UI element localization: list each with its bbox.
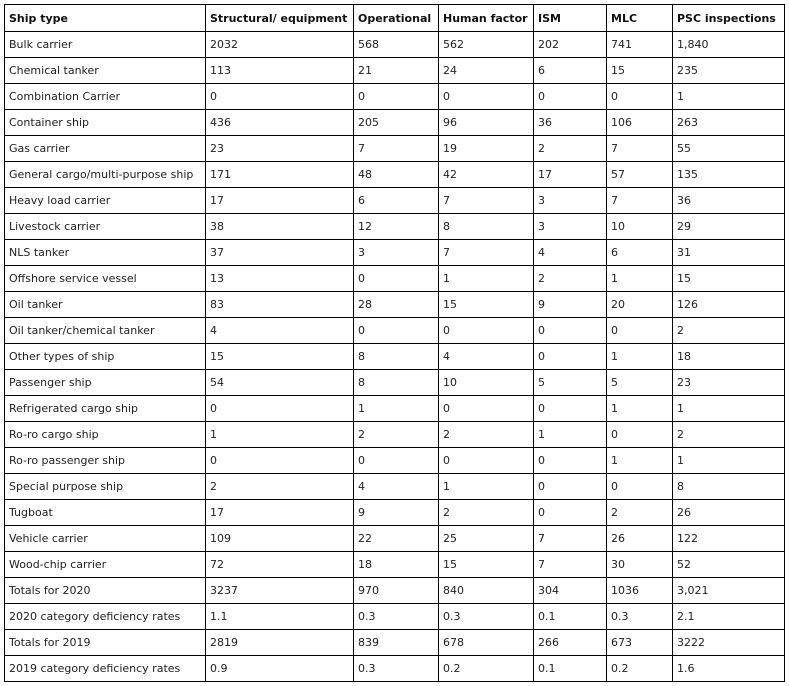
table-row: [5, 630, 785, 656]
header-human-factor: Human factor: [439, 5, 534, 32]
cell-psc-inspections: 36: [673, 188, 785, 214]
cell-human-factor: 1: [439, 266, 534, 292]
cell-mlc: 7: [607, 188, 673, 214]
cell-human-factor: 0: [439, 318, 534, 344]
cell-mlc: 0: [607, 474, 673, 500]
cell-structural-equipment: 0: [206, 396, 354, 422]
cell-operational: 28: [354, 292, 439, 318]
header-psc-inspections: PSC inspections: [673, 5, 785, 32]
cell-ism: 304: [534, 578, 607, 604]
cell-human-factor: 0: [439, 84, 534, 110]
cell-ism: 202: [534, 32, 607, 58]
cell-structural-equipment: 83: [206, 292, 354, 318]
cell-structural-equipment: 17: [206, 500, 354, 526]
cell-ism: 4: [534, 240, 607, 266]
cell-ism: 0: [534, 500, 607, 526]
cell-mlc: 30: [607, 552, 673, 578]
cell-ship-type: 2020 category deficiency rates: [5, 604, 206, 630]
cell-ship-type: Totals for 2020: [5, 578, 206, 604]
cell-operational: 7: [354, 136, 439, 162]
cell-ism: 5: [534, 370, 607, 396]
table-row: [5, 110, 785, 136]
table-row: [5, 552, 785, 578]
cell-human-factor: 24: [439, 58, 534, 84]
cell-human-factor: 10: [439, 370, 534, 396]
cell-ism: 0: [534, 448, 607, 474]
header-mlc: MLC: [607, 5, 673, 32]
cell-operational: 18: [354, 552, 439, 578]
cell-psc-inspections: 52: [673, 552, 785, 578]
cell-operational: 0: [354, 318, 439, 344]
cell-mlc: 1: [607, 448, 673, 474]
cell-operational: 21: [354, 58, 439, 84]
cell-ism: 9: [534, 292, 607, 318]
table-row: [5, 578, 785, 604]
cell-human-factor: 678: [439, 630, 534, 656]
cell-structural-equipment: 15: [206, 344, 354, 370]
table-row: [5, 32, 785, 58]
table-row: [5, 474, 785, 500]
cell-ship-type: General cargo/multi-purpose ship: [5, 162, 206, 188]
cell-mlc: 0: [607, 318, 673, 344]
cell-ship-type: Tugboat: [5, 500, 206, 526]
cell-psc-inspections: 135: [673, 162, 785, 188]
table-body: [5, 32, 785, 682]
cell-human-factor: 4: [439, 344, 534, 370]
cell-ship-type: Wood-chip carrier: [5, 552, 206, 578]
cell-ship-type: Heavy load carrier: [5, 188, 206, 214]
cell-ship-type: Vehicle carrier: [5, 526, 206, 552]
cell-ism: 7: [534, 526, 607, 552]
cell-ism: 6: [534, 58, 607, 84]
cell-operational: 4: [354, 474, 439, 500]
cell-psc-inspections: 1,840: [673, 32, 785, 58]
cell-mlc: 0.2: [607, 656, 673, 682]
cell-mlc: 1: [607, 344, 673, 370]
cell-human-factor: 15: [439, 552, 534, 578]
cell-human-factor: 0.3: [439, 604, 534, 630]
cell-mlc: 0: [607, 422, 673, 448]
cell-mlc: 0.3: [607, 604, 673, 630]
cell-ism: 0: [534, 318, 607, 344]
deficiency-table: [4, 4, 785, 682]
cell-psc-inspections: 235: [673, 58, 785, 84]
cell-ship-type: 2019 category deficiency rates: [5, 656, 206, 682]
cell-structural-equipment: 4: [206, 318, 354, 344]
cell-mlc: 7: [607, 136, 673, 162]
cell-ship-type: Bulk carrier: [5, 32, 206, 58]
cell-psc-inspections: 263: [673, 110, 785, 136]
cell-mlc: 2: [607, 500, 673, 526]
cell-ship-type: Oil tanker: [5, 292, 206, 318]
cell-ship-type: Offshore service vessel: [5, 266, 206, 292]
cell-operational: 2: [354, 422, 439, 448]
cell-ship-type: Other types of ship: [5, 344, 206, 370]
cell-mlc: 15: [607, 58, 673, 84]
cell-human-factor: 0: [439, 448, 534, 474]
cell-mlc: 673: [607, 630, 673, 656]
table-row: [5, 526, 785, 552]
cell-psc-inspections: 2.1: [673, 604, 785, 630]
cell-ism: 0: [534, 84, 607, 110]
cell-structural-equipment: 1.1: [206, 604, 354, 630]
cell-psc-inspections: 3,021: [673, 578, 785, 604]
cell-operational: 48: [354, 162, 439, 188]
cell-ship-type: Oil tanker/chemical tanker: [5, 318, 206, 344]
cell-psc-inspections: 122: [673, 526, 785, 552]
cell-mlc: 57: [607, 162, 673, 188]
cell-mlc: 10: [607, 214, 673, 240]
cell-psc-inspections: 18: [673, 344, 785, 370]
cell-ism: 3: [534, 214, 607, 240]
cell-human-factor: 96: [439, 110, 534, 136]
table-row: [5, 604, 785, 630]
cell-human-factor: 2: [439, 500, 534, 526]
cell-human-factor: 0.2: [439, 656, 534, 682]
cell-structural-equipment: 2819: [206, 630, 354, 656]
cell-structural-equipment: 23: [206, 136, 354, 162]
cell-mlc: 1036: [607, 578, 673, 604]
cell-mlc: 6: [607, 240, 673, 266]
cell-operational: 22: [354, 526, 439, 552]
cell-structural-equipment: 171: [206, 162, 354, 188]
cell-operational: 205: [354, 110, 439, 136]
cell-psc-inspections: 1: [673, 396, 785, 422]
cell-mlc: 26: [607, 526, 673, 552]
cell-ism: 36: [534, 110, 607, 136]
cell-psc-inspections: 2: [673, 318, 785, 344]
cell-psc-inspections: 8: [673, 474, 785, 500]
cell-ism: 1: [534, 422, 607, 448]
cell-psc-inspections: 2: [673, 422, 785, 448]
cell-structural-equipment: 72: [206, 552, 354, 578]
table-row: [5, 240, 785, 266]
cell-operational: 0: [354, 84, 439, 110]
cell-human-factor: 2: [439, 422, 534, 448]
cell-psc-inspections: 31: [673, 240, 785, 266]
cell-ism: 0.1: [534, 656, 607, 682]
header-ship-type: Ship type: [5, 5, 206, 32]
cell-human-factor: 1: [439, 474, 534, 500]
cell-psc-inspections: 1: [673, 84, 785, 110]
cell-structural-equipment: 3237: [206, 578, 354, 604]
cell-ship-type: Livestock carrier: [5, 214, 206, 240]
cell-structural-equipment: 54: [206, 370, 354, 396]
cell-psc-inspections: 126: [673, 292, 785, 318]
cell-operational: 0: [354, 448, 439, 474]
cell-ism: 0: [534, 474, 607, 500]
cell-ism: 2: [534, 266, 607, 292]
cell-mlc: 20: [607, 292, 673, 318]
cell-human-factor: 15: [439, 292, 534, 318]
cell-ship-type: Passenger ship: [5, 370, 206, 396]
cell-psc-inspections: 1: [673, 448, 785, 474]
cell-operational: 1: [354, 396, 439, 422]
cell-ism: 0.1: [534, 604, 607, 630]
table-row: [5, 188, 785, 214]
cell-ism: 0: [534, 396, 607, 422]
cell-structural-equipment: 13: [206, 266, 354, 292]
cell-structural-equipment: 436: [206, 110, 354, 136]
cell-human-factor: 7: [439, 240, 534, 266]
cell-ship-type: Special purpose ship: [5, 474, 206, 500]
cell-structural-equipment: 17: [206, 188, 354, 214]
cell-ship-type: Refrigerated cargo ship: [5, 396, 206, 422]
cell-structural-equipment: 37: [206, 240, 354, 266]
cell-ism: 2: [534, 136, 607, 162]
cell-operational: 839: [354, 630, 439, 656]
cell-operational: 970: [354, 578, 439, 604]
cell-psc-inspections: 26: [673, 500, 785, 526]
header-structural-equipment: Structural/ equipment: [206, 5, 354, 32]
cell-ism: 0: [534, 344, 607, 370]
cell-ism: 7: [534, 552, 607, 578]
cell-psc-inspections: 15: [673, 266, 785, 292]
cell-ship-type: Ro-ro passenger ship: [5, 448, 206, 474]
cell-human-factor: 840: [439, 578, 534, 604]
table-header-row: [5, 5, 785, 32]
table-row: [5, 84, 785, 110]
cell-ship-type: Chemical tanker: [5, 58, 206, 84]
cell-operational: 3: [354, 240, 439, 266]
cell-human-factor: 42: [439, 162, 534, 188]
cell-psc-inspections: 1.6: [673, 656, 785, 682]
cell-operational: 568: [354, 32, 439, 58]
table-row: [5, 58, 785, 84]
cell-mlc: 106: [607, 110, 673, 136]
cell-human-factor: 562: [439, 32, 534, 58]
cell-human-factor: 7: [439, 188, 534, 214]
table-row: [5, 292, 785, 318]
header-ism: ISM: [534, 5, 607, 32]
cell-human-factor: 25: [439, 526, 534, 552]
cell-operational: 8: [354, 370, 439, 396]
table-row: [5, 422, 785, 448]
cell-structural-equipment: 113: [206, 58, 354, 84]
cell-operational: 0: [354, 266, 439, 292]
cell-operational: 8: [354, 344, 439, 370]
table-row: [5, 500, 785, 526]
table-row: [5, 396, 785, 422]
cell-ship-type: NLS tanker: [5, 240, 206, 266]
cell-ism: 3: [534, 188, 607, 214]
cell-human-factor: 0: [439, 396, 534, 422]
table-row: [5, 656, 785, 682]
cell-psc-inspections: 23: [673, 370, 785, 396]
cell-mlc: 1: [607, 266, 673, 292]
cell-structural-equipment: 38: [206, 214, 354, 240]
header-operational: Operational: [354, 5, 439, 32]
cell-structural-equipment: 0: [206, 84, 354, 110]
cell-structural-equipment: 0: [206, 448, 354, 474]
cell-mlc: 0: [607, 84, 673, 110]
table-row: [5, 318, 785, 344]
table-row: [5, 162, 785, 188]
cell-psc-inspections: 29: [673, 214, 785, 240]
table-row: [5, 136, 785, 162]
table-row: [5, 214, 785, 240]
cell-mlc: 5: [607, 370, 673, 396]
table-row: [5, 370, 785, 396]
cell-ship-type: Gas carrier: [5, 136, 206, 162]
cell-structural-equipment: 2032: [206, 32, 354, 58]
cell-human-factor: 19: [439, 136, 534, 162]
cell-psc-inspections: 55: [673, 136, 785, 162]
table-row: [5, 344, 785, 370]
cell-structural-equipment: 0.9: [206, 656, 354, 682]
cell-operational: 6: [354, 188, 439, 214]
cell-ism: 266: [534, 630, 607, 656]
cell-structural-equipment: 1: [206, 422, 354, 448]
cell-ism: 17: [534, 162, 607, 188]
table-row: [5, 448, 785, 474]
cell-operational: 9: [354, 500, 439, 526]
cell-human-factor: 8: [439, 214, 534, 240]
cell-mlc: 741: [607, 32, 673, 58]
cell-mlc: 1: [607, 396, 673, 422]
cell-operational: 0.3: [354, 656, 439, 682]
cell-operational: 0.3: [354, 604, 439, 630]
cell-psc-inspections: 3222: [673, 630, 785, 656]
table-row: [5, 266, 785, 292]
cell-structural-equipment: 2: [206, 474, 354, 500]
cell-ship-type: Totals for 2019: [5, 630, 206, 656]
cell-ship-type: Combination Carrier: [5, 84, 206, 110]
cell-ship-type: Container ship: [5, 110, 206, 136]
cell-structural-equipment: 109: [206, 526, 354, 552]
cell-operational: 12: [354, 214, 439, 240]
cell-ship-type: Ro-ro cargo ship: [5, 422, 206, 448]
